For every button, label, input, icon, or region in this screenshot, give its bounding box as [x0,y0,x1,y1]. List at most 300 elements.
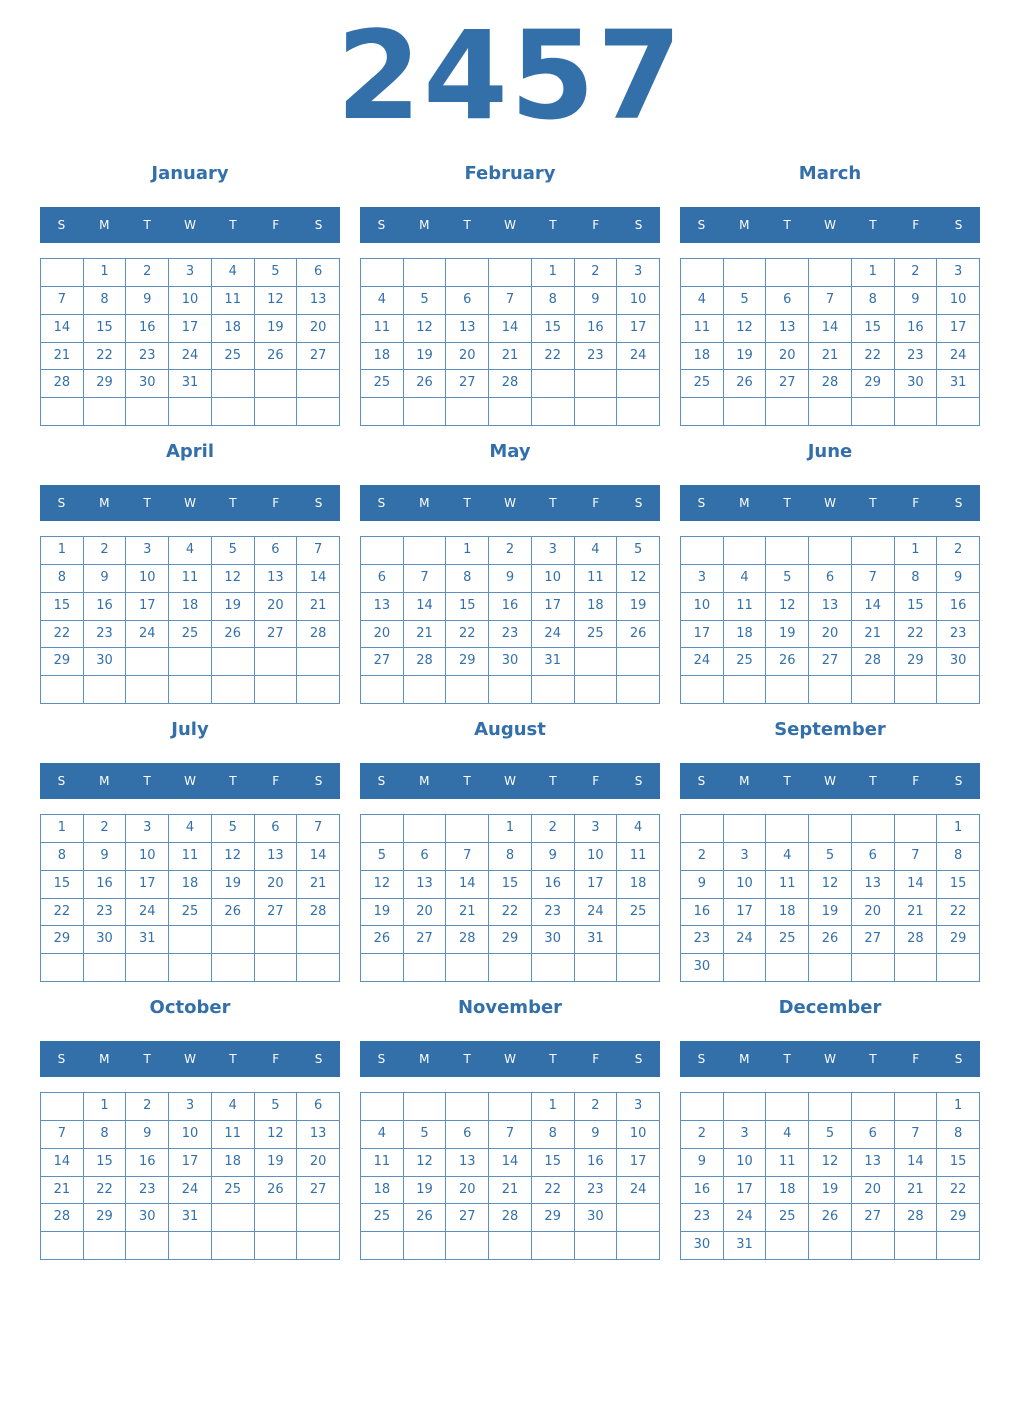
day-cell: 11 [766,871,809,899]
day-cell: 26 [724,370,767,398]
empty-day-cell [724,815,767,843]
day-cell: 5 [212,815,255,843]
day-cell: 8 [489,843,532,871]
empty-day-cell [809,398,852,426]
day-cell: 22 [937,899,980,927]
day-cell: 26 [212,899,255,927]
day-cell: 16 [126,315,169,343]
weekday-label: W [184,218,196,232]
day-cell: 12 [404,315,447,343]
day-cell: 14 [404,593,447,621]
day-cell: 18 [681,343,724,371]
day-cell: 17 [724,1177,767,1205]
empty-day-cell [809,1093,852,1121]
empty-day-cell [255,1204,298,1232]
day-cell: 17 [169,1149,212,1177]
weekday-label: M [419,218,430,232]
day-cell: 2 [895,259,938,287]
empty-day-cell [809,259,852,287]
day-cell: 13 [446,1149,489,1177]
day-grid [40,814,340,982]
day-cell: 1 [84,1093,127,1121]
day-cell: 24 [532,621,575,649]
day-cell: 28 [297,621,340,649]
day-cell: 8 [937,1121,980,1149]
day-cell: 12 [255,1121,298,1149]
weekday-label: T [463,496,471,510]
weekday-label: S [954,774,963,788]
day-cell: 3 [937,259,980,287]
day-cell: 14 [895,871,938,899]
day-cell: 21 [809,343,852,371]
day-cell: 2 [575,1093,618,1121]
day-cell: 13 [255,843,298,871]
day-cell: 16 [575,1149,618,1177]
day-cell: 30 [895,370,938,398]
empty-day-cell [575,648,618,676]
empty-day-cell [169,1232,212,1260]
day-grid [360,536,660,704]
day-cell: 12 [255,287,298,315]
month-name: May [489,441,531,462]
day-cell: 15 [895,593,938,621]
empty-day-cell [809,815,852,843]
empty-day-cell [617,648,660,676]
day-cell: 23 [681,926,724,954]
empty-day-cell [532,676,575,704]
empty-day-cell [532,398,575,426]
day-cell: 21 [297,593,340,621]
empty-day-cell [361,954,404,982]
weekday-header [680,1041,980,1077]
day-cell: 3 [169,259,212,287]
empty-day-cell [617,1232,660,1260]
day-cell: 8 [937,843,980,871]
day-cell: 30 [681,954,724,982]
weekday-label: S [697,496,706,510]
empty-day-cell [126,1232,169,1260]
day-cell: 5 [361,843,404,871]
empty-day-cell [575,954,618,982]
empty-day-cell [255,676,298,704]
day-cell: 18 [169,871,212,899]
empty-day-cell [404,954,447,982]
day-cell: 24 [169,343,212,371]
day-cell: 15 [937,871,980,899]
weekday-header [680,763,980,799]
day-cell: 24 [681,648,724,676]
empty-day-cell [532,954,575,982]
day-cell: 17 [169,315,212,343]
day-cell: 13 [766,315,809,343]
weekday-label: T [549,774,557,788]
weekday-label: W [824,496,836,510]
day-cell: 17 [575,871,618,899]
day-cell: 3 [575,815,618,843]
day-cell: 6 [404,843,447,871]
day-cell: 14 [41,1149,84,1177]
day-cell: 16 [489,593,532,621]
empty-day-cell [212,370,255,398]
day-cell: 18 [361,343,404,371]
empty-day-cell [895,815,938,843]
day-cell: 30 [84,926,127,954]
empty-day-cell [126,954,169,982]
empty-day-cell [169,926,212,954]
empty-day-cell [212,648,255,676]
day-cell: 30 [84,648,127,676]
empty-day-cell [532,1232,575,1260]
empty-day-cell [126,676,169,704]
day-cell: 13 [297,1121,340,1149]
day-cell: 22 [41,621,84,649]
empty-day-cell [937,676,980,704]
empty-day-cell [575,676,618,704]
empty-day-cell [297,1232,340,1260]
day-cell: 21 [895,899,938,927]
weekday-label: S [634,774,643,788]
day-cell: 15 [84,315,127,343]
empty-day-cell [169,676,212,704]
day-cell: 28 [895,1204,938,1232]
weekday-label: M [419,496,430,510]
day-cell: 16 [937,593,980,621]
day-cell: 14 [297,843,340,871]
day-cell: 9 [126,287,169,315]
day-cell: 19 [724,343,767,371]
month-name: July [171,719,209,740]
empty-day-cell [212,1204,255,1232]
weekday-label: F [912,1052,920,1066]
weekday-label: T [229,496,237,510]
empty-day-cell [724,537,767,565]
empty-day-cell [852,1232,895,1260]
weekday-label: F [592,496,600,510]
weekday-label: M [99,218,110,232]
day-cell: 6 [255,537,298,565]
day-cell: 22 [84,343,127,371]
day-cell: 24 [617,1177,660,1205]
day-cell: 22 [41,899,84,927]
weekday-label: S [634,496,643,510]
day-cell: 29 [41,926,84,954]
day-cell: 10 [169,1121,212,1149]
day-cell: 3 [681,565,724,593]
day-cell: 3 [724,1121,767,1149]
empty-day-cell [617,370,660,398]
day-cell: 26 [809,926,852,954]
day-cell: 25 [681,370,724,398]
day-cell: 15 [852,315,895,343]
day-cell: 9 [84,565,127,593]
day-cell: 15 [937,1149,980,1177]
weekday-label: W [504,1052,516,1066]
weekday-label: M [419,1052,430,1066]
day-cell: 17 [126,871,169,899]
empty-day-cell [895,1093,938,1121]
empty-day-cell [41,398,84,426]
empty-day-cell [895,954,938,982]
day-cell: 25 [766,926,809,954]
day-cell: 9 [681,1149,724,1177]
day-cell: 16 [681,899,724,927]
empty-day-cell [681,1093,724,1121]
day-cell: 8 [532,1121,575,1149]
weekday-label: T [229,218,237,232]
day-cell: 2 [489,537,532,565]
weekday-label: W [184,1052,196,1066]
day-cell: 1 [937,1093,980,1121]
month-name: September [774,719,886,740]
day-cell: 26 [404,1204,447,1232]
day-cell: 1 [895,537,938,565]
empty-day-cell [126,398,169,426]
day-cell: 29 [489,926,532,954]
day-cell: 27 [446,1204,489,1232]
day-cell: 21 [446,899,489,927]
day-cell: 7 [489,287,532,315]
weekday-label: F [592,1052,600,1066]
weekday-header [360,763,660,799]
day-cell: 20 [297,1149,340,1177]
empty-day-cell [895,676,938,704]
day-cell: 4 [212,1093,255,1121]
empty-day-cell [297,926,340,954]
day-cell: 17 [126,593,169,621]
day-cell: 6 [297,259,340,287]
weekday-label: M [739,774,750,788]
day-cell: 24 [126,899,169,927]
day-cell: 4 [575,537,618,565]
weekday-label: S [377,774,386,788]
day-cell: 16 [681,1177,724,1205]
weekday-label: T [143,1052,151,1066]
day-cell: 4 [212,259,255,287]
empty-day-cell [297,676,340,704]
day-cell: 7 [489,1121,532,1149]
day-cell: 11 [361,315,404,343]
weekday-label: S [314,218,323,232]
weekday-label: W [504,774,516,788]
day-cell: 14 [809,315,852,343]
day-cell: 23 [489,621,532,649]
day-cell: 19 [766,621,809,649]
day-cell: 11 [766,1149,809,1177]
empty-day-cell [766,398,809,426]
day-cell: 23 [126,1177,169,1205]
day-cell: 8 [41,565,84,593]
day-cell: 28 [852,648,895,676]
day-cell: 15 [41,593,84,621]
empty-day-cell [489,1232,532,1260]
month-name: February [464,163,556,184]
day-cell: 5 [255,259,298,287]
day-cell: 20 [361,621,404,649]
day-cell: 9 [575,1121,618,1149]
day-cell: 20 [852,1177,895,1205]
weekday-label: T [783,218,791,232]
day-cell: 8 [852,287,895,315]
weekday-label: F [592,218,600,232]
weekday-label: S [697,774,706,788]
day-cell: 1 [532,259,575,287]
day-cell: 9 [681,871,724,899]
day-cell: 27 [255,899,298,927]
weekday-label: S [57,218,66,232]
day-cell: 4 [766,1121,809,1149]
day-cell: 18 [212,1149,255,1177]
weekday-label: T [783,496,791,510]
weekday-label: S [314,496,323,510]
empty-day-cell [724,954,767,982]
day-cell: 4 [361,1121,404,1149]
weekday-label: M [419,774,430,788]
day-cell: 25 [169,621,212,649]
day-cell: 10 [681,593,724,621]
weekday-label: T [783,774,791,788]
weekday-header [40,1041,340,1077]
day-cell: 11 [212,287,255,315]
weekday-label: F [272,1052,280,1066]
weekday-label: T [549,1052,557,1066]
day-cell: 28 [41,370,84,398]
day-cell: 8 [84,287,127,315]
day-cell: 1 [41,815,84,843]
weekday-label: T [143,774,151,788]
day-cell: 22 [84,1177,127,1205]
day-cell: 2 [532,815,575,843]
day-cell: 29 [41,648,84,676]
weekday-label: M [739,218,750,232]
day-cell: 28 [297,899,340,927]
day-cell: 31 [937,370,980,398]
weekday-label: F [272,774,280,788]
day-cell: 6 [852,1121,895,1149]
weekday-label: T [549,496,557,510]
empty-day-cell [724,259,767,287]
day-cell: 8 [895,565,938,593]
empty-day-cell [575,398,618,426]
day-cell: 17 [532,593,575,621]
weekday-label: T [783,1052,791,1066]
empty-day-cell [84,954,127,982]
day-cell: 21 [895,1177,938,1205]
empty-day-cell [895,1232,938,1260]
month-name: March [798,163,862,184]
day-cell: 26 [212,621,255,649]
day-cell: 15 [532,1149,575,1177]
weekday-label: M [99,496,110,510]
empty-day-cell [766,1232,809,1260]
day-cell: 6 [852,843,895,871]
weekday-label: F [592,774,600,788]
day-cell: 19 [255,315,298,343]
empty-day-cell [84,1232,127,1260]
day-grid [680,814,980,982]
day-cell: 11 [212,1121,255,1149]
day-cell: 3 [724,843,767,871]
weekday-label: M [739,496,750,510]
empty-day-cell [255,1232,298,1260]
day-cell: 23 [532,899,575,927]
day-cell: 27 [361,648,404,676]
empty-day-cell [489,398,532,426]
day-cell: 27 [766,370,809,398]
day-cell: 5 [809,843,852,871]
day-cell: 30 [681,1232,724,1260]
day-cell: 11 [361,1149,404,1177]
weekday-label: W [824,1052,836,1066]
weekday-label: W [504,218,516,232]
month-name: November [457,997,563,1018]
empty-day-cell [361,398,404,426]
day-cell: 2 [84,537,127,565]
empty-day-cell [575,370,618,398]
weekday-label: T [143,496,151,510]
weekday-label: T [143,218,151,232]
weekday-label: S [697,218,706,232]
empty-day-cell [404,259,447,287]
day-cell: 6 [446,1121,489,1149]
day-cell: 10 [937,287,980,315]
day-cell: 1 [532,1093,575,1121]
day-cell: 26 [404,370,447,398]
day-cell: 30 [532,926,575,954]
empty-day-cell [766,537,809,565]
empty-day-cell [766,676,809,704]
day-cell: 15 [84,1149,127,1177]
day-cell: 4 [617,815,660,843]
day-grid [680,1092,980,1260]
day-cell: 12 [766,593,809,621]
day-cell: 8 [84,1121,127,1149]
day-cell: 18 [575,593,618,621]
empty-day-cell [84,398,127,426]
empty-day-cell [489,676,532,704]
weekday-label: T [869,218,877,232]
day-cell: 8 [532,287,575,315]
day-cell: 9 [575,287,618,315]
weekday-label: W [504,496,516,510]
empty-day-cell [404,676,447,704]
day-cell: 2 [681,843,724,871]
day-cell: 26 [255,1177,298,1205]
day-cell: 27 [255,621,298,649]
day-cell: 14 [446,871,489,899]
day-cell: 29 [937,1204,980,1232]
day-cell: 12 [212,843,255,871]
empty-day-cell [41,1232,84,1260]
empty-day-cell [937,398,980,426]
day-cell: 7 [809,287,852,315]
empty-day-cell [255,648,298,676]
empty-day-cell [532,370,575,398]
empty-day-cell [297,954,340,982]
day-cell: 4 [361,287,404,315]
empty-day-cell [724,676,767,704]
day-cell: 21 [297,871,340,899]
month-name: August [474,719,546,740]
day-cell: 22 [446,621,489,649]
day-cell: 28 [41,1204,84,1232]
day-cell: 10 [169,287,212,315]
month-name: October [149,997,231,1018]
day-cell: 19 [255,1149,298,1177]
day-cell: 28 [895,926,938,954]
day-cell: 6 [446,287,489,315]
day-grid [40,258,340,426]
weekday-label: T [869,774,877,788]
